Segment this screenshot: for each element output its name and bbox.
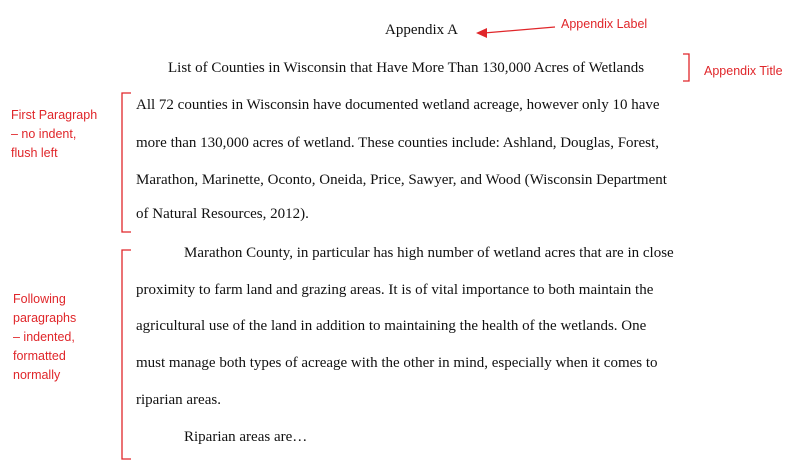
first-paragraph-line: more than 130,000 acres of wetland. These counties include: Ashland, Douglas, Forest,	[136, 135, 659, 151]
first-paragraph-line: of Natural Resources, 2012).	[136, 206, 309, 222]
third-paragraph-start: Riparian areas are…	[184, 429, 308, 445]
appendix-label-arrow-shaft	[484, 27, 555, 33]
second-paragraph-line: riparian areas.	[136, 392, 221, 408]
appendix-title-bracket	[683, 54, 689, 81]
annotation-appendix-title: Appendix Title	[704, 64, 783, 78]
annotation-appendix-label: Appendix Label	[561, 17, 648, 31]
second-paragraph-line: Marathon County, in particular has high number of wetland acres that are in close	[184, 245, 674, 261]
appendix-title: List of Counties in Wisconsin that Have More Than 130,000 Acres of Wetlands	[168, 60, 645, 76]
appendix-label: Appendix A	[385, 22, 458, 38]
second-paragraph-line: agricultural use of the land in addition to maintaining the health of the wetlands. One	[136, 318, 647, 334]
annotation-following-paragraphs: Following paragraphs – indented, formatted normally	[13, 292, 77, 382]
second-paragraph-line: must manage both types of acreage with the other in mind, especially when it comes to	[136, 355, 658, 371]
arrow-left-icon	[476, 28, 487, 38]
first-paragraph-line: All 72 counties in Wisconsin have documented wetland acreage, however only 10 have	[136, 97, 660, 113]
first-paragraph-line: Marathon, Marinette, Oconto, Oneida, Price, Sawyer, and Wood (Wisconsin Department	[136, 172, 667, 188]
first-paragraph-bracket	[122, 93, 131, 232]
annotation-first-paragraph: First Paragraph – no indent, flush left	[11, 108, 98, 160]
second-paragraph-line: proximity to farm land and grazing areas. It is of vital importance to both maintain the	[136, 282, 654, 298]
following-paragraphs-bracket	[122, 250, 131, 459]
